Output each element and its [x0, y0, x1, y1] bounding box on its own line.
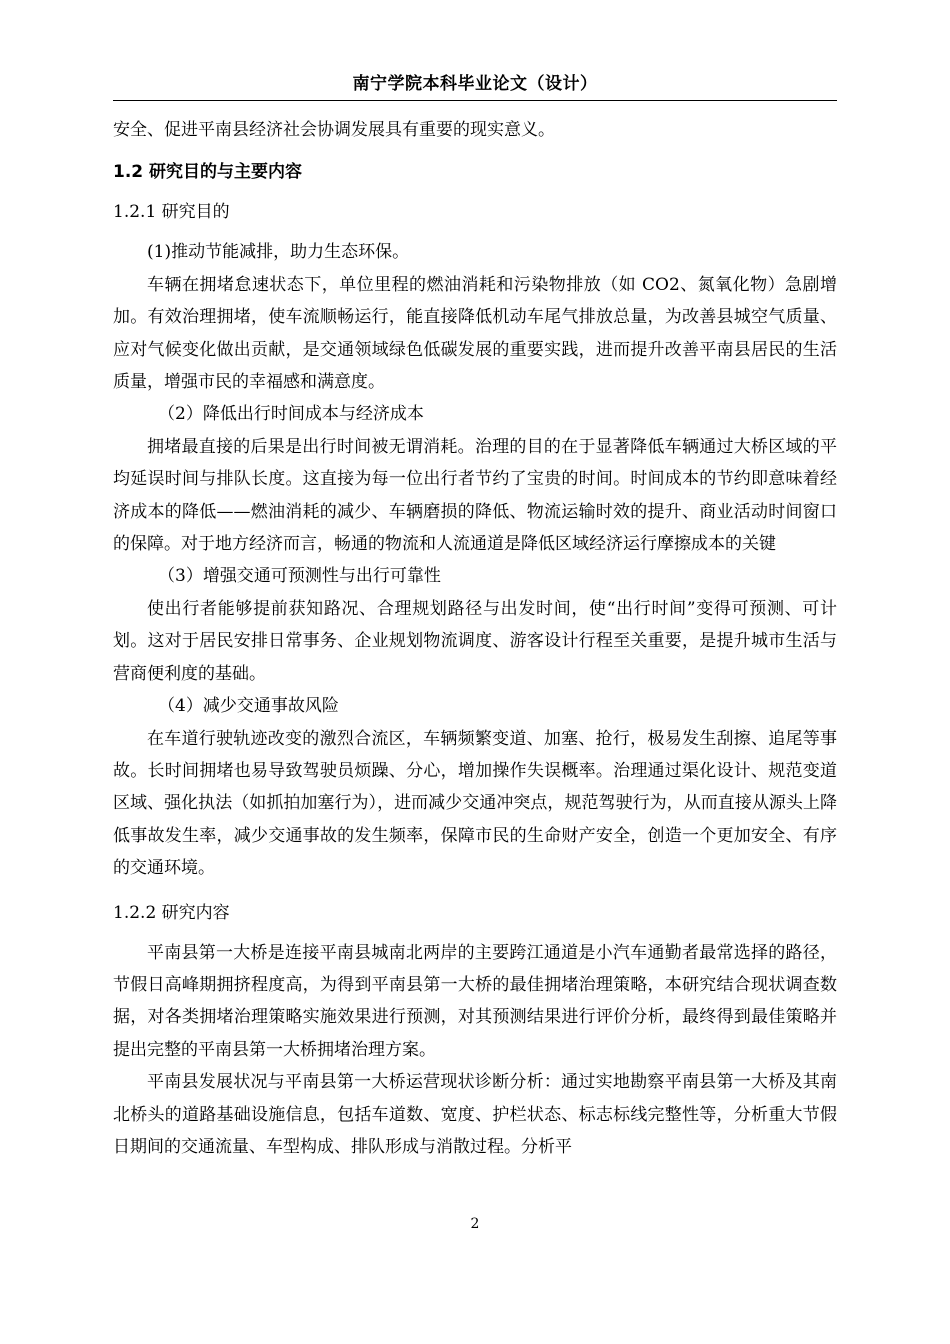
page-header-title: 南宁学院本科毕业论文（设计） [352, 74, 598, 94]
paragraph-6: 平南县发展状况与平南县第一大桥运营现状诊断分析：通过实地勘察平南县第一大桥及其南北桥头的道路基础设施信息，包括车道数、宽度、护栏状态、标志标线完整性等，分析重大节假日期间的交通流量、车型构成、排队形成与消散过程。分析平 [113, 1072, 837, 1157]
page-body [113, 114, 837, 1163]
paragraph-continuation: 安全、促进平南县经济社会协调发展具有重要的现实意义。 [113, 120, 555, 140]
paragraph-4: 在车道行驶轨迹改变的激烈合流区，车辆频繁变道、加塞、抢行，极易发生刮擦、追尾等事故。长时间拥堵也易导致驾驶员烦躁、分心，增加操作失误概率。治理通过渠化设计、规范变道区域、强化执法（如抓拍加塞行为），进而减少交通冲突点，规范驾驶行为，从而直接从源头上降低事故发生率，减少交通事故的发生频率，保障市民的生命财产安全，创造一个更加安全、有序的交通环境。 [113, 728, 837, 879]
list-item-3: （3）增强交通可预测性与出行可靠性 [158, 566, 441, 587]
subsection-heading-1-2-1: 1.2.1 研究目的 [113, 202, 230, 223]
section-heading-1-2: 1.2 研究目的与主要内容 [113, 162, 303, 183]
paragraph-2: 拥堵最直接的后果是出行时间被无谓消耗。治理的目的在于显著降低车辆通过大桥区域的平均延误时间与排队长度。这直接为每一位出行者节约了宝贵的时间。时间成本的节约即意味着经济成本的降低——燃油消耗的减少、车辆磨损的降低、物流运输时效的提升、商业活动时间窗口的保障。对于地方经济而言，畅通的物流和人流通道是降低区域经济运行摩擦成本的关键 [113, 436, 837, 555]
paragraph-3: 使出行者能够提前获知路况、合理规划路径与出发时间，使“出行时间”变得可预测、可计划。这对于居民安排日常事务、企业规划物流调度、游客设计行程至关重要，是提升城市生活与营商便利度的基础。 [113, 598, 837, 684]
paragraph-1: 车辆在拥堵怠速状态下，单位里程的燃油消耗和污染物排放（如 CO2、氮氧化物）急剧增加。有效治理拥堵，使车流顺畅运行，能直接降低机动车尾气排放总量，为改善县城空气质量、应对气候变化做出贡献，是交通领域绿色低碳发展的重要实践，进而提升改善平南县居民的生活质量，增强市民的幸福感和满意度。 [113, 274, 837, 393]
list-item-1: (1)推动节能减排，助力生态环保。 [147, 242, 410, 263]
page-number: 2 [470, 1216, 480, 1232]
spacer [113, 885, 837, 891]
list-item-4: （4）减少交通事故风险 [158, 696, 339, 717]
paragraph-5: 平南县第一大桥是连接平南县城南北两岸的主要跨江通道是小汽车通勤者最常选择的路径，节假日高峰期拥挤程度高，为得到平南县第一大桥的最佳拥堵治理策略，本研究结合现状调查数据，对各类拥堵治理策略实施效果进行预测，对其预测结果进行评价分析，最终得到最佳策略并提出完整的平南县第一大桥拥堵治理方案。 [113, 942, 837, 1060]
list-item-2: （2）降低出行时间成本与经济成本 [158, 404, 424, 425]
subsection-heading-1-2-2: 1.2.2 研究内容 [113, 902, 230, 923]
header-rule [113, 100, 837, 101]
